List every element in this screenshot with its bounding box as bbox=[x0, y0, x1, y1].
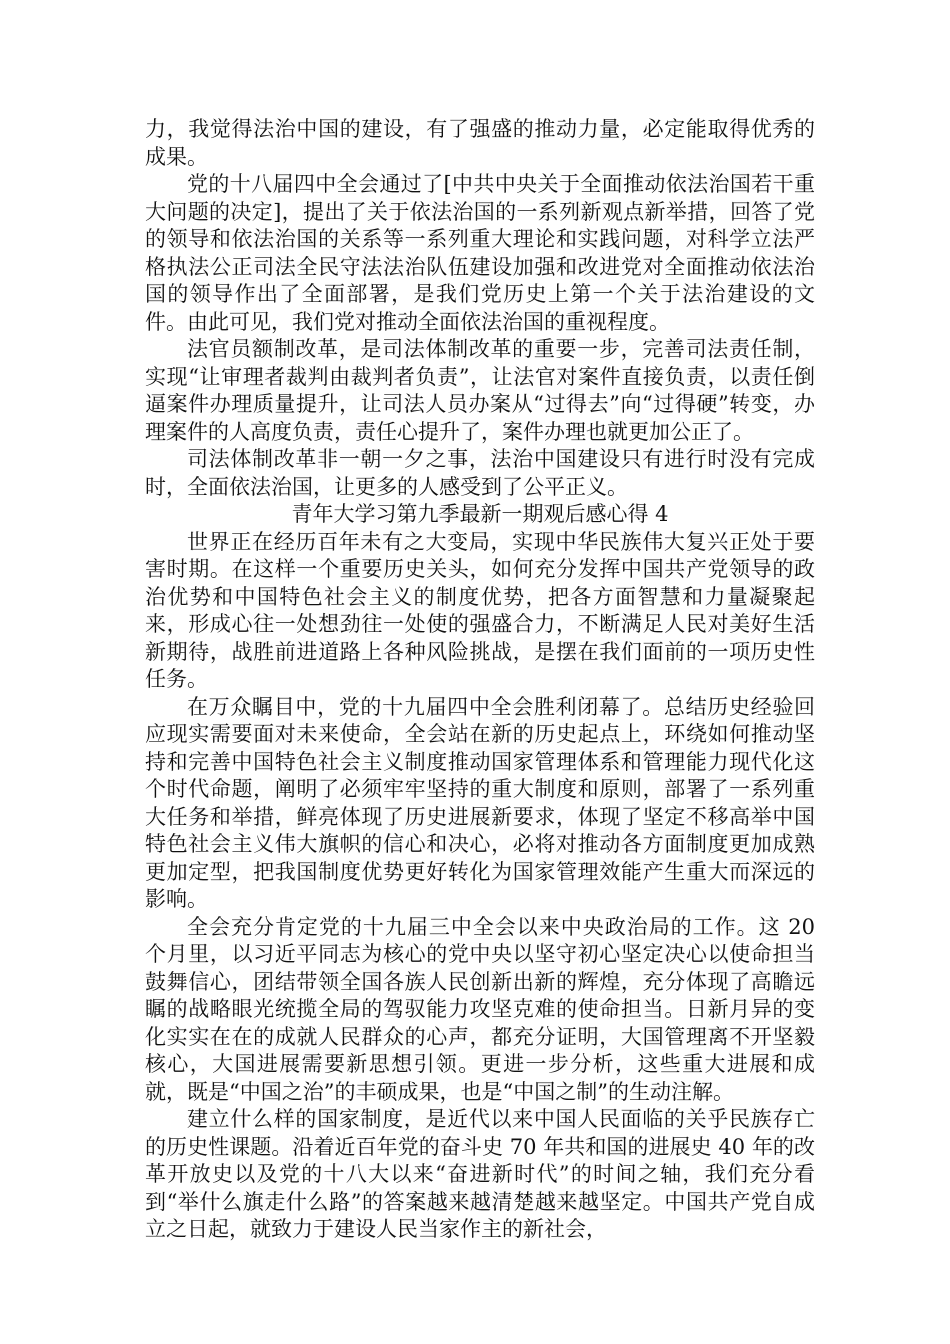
paragraph: 党的十八届四中全会通过了[中共中央关于全面推动依法治国若干重大问题的决定]，提出了关于依法治国的一系列新观点新举措，回答了党的领导和依法治国的关系等一系列重大理论和实践问题，对科学立法严格执法公正司法全民守法法治队伍建设加强和改进党对全面推动依法治国的领导作出了全面部署，是我们党历史上第一个关于法治建设的文件。由此可见，我们党对推动全面依法治国的重视程度。 bbox=[145, 172, 815, 334]
paragraph: 在万众瞩目中，党的十九届四中全会胜利闭幕了。总结历史经验回应现实需要面对未来使命，全会站在新的历史起点上，环绕如何推动坚持和完善中国特色社会主义制度推动国家管理体系和管理能力现代化这个时代命题，阐明了必须牢牢坚持的重大制度和原则，部署了一系列重大任务和举措，鲜亮体现了历史进展新要求，体现了坚定不移高举中国特色社会主义伟大旗帜的信心和决心，必将对推动各方面制度更加成熟更加定型，把我国制度优势更好转化为国家管理效能产生重大而深远的影响。 bbox=[145, 694, 815, 911]
paragraph: 全会充分肯定党的十九届三中全会以来中央政治局的工作。这 20 个月里，以习近平同志为核心的党中央以坚守初心坚定决心以使命担当鼓舞信心，团结带领全国各族人民创新出新的辉煌，充分体现了高瞻远瞩的战略眼光统揽全局的驾驭能力攻坚克难的使命担当。日新月异的变化实实在在的成就人民群众的心声，都充分证明，大国管理离不开坚毅核心，大国进展需要新思想引领。更进一步分析，这些重大进展和成就，既是“中国之治”的丰硕成果，也是“中国之制”的生动注解。 bbox=[145, 914, 815, 1104]
paragraph: 力，我觉得法治中国的建设，有了强盛的推动力量，必定能取得优秀的成果。 bbox=[145, 117, 815, 169]
paragraph: 法官员额制改革，是司法体制改革的重要一步，完善司法责任制，实现“让审理者裁判由裁判者负责”，让法官对案件直接负责，以责任倒逼案件办理质量提升，让司法人员办案从“过得去”向“过得硬”转变，办理案件的人高度负责，责任心提升了，案件办理也就更加公正了。 bbox=[145, 337, 815, 444]
document-page bbox=[145, 116, 815, 1244]
section-title: 青年大学习第九季最新一期观后感心得 4 bbox=[291, 502, 669, 526]
paragraph: 司法体制改革非一朝一夕之事，法治中国建设只有进行时没有完成时，全面依法治国，让更多的人感受到了公平正义。 bbox=[145, 447, 815, 499]
paragraph: 世界正在经历百年未有之大变局，实现中华民族伟大复兴正处于要害时期。在这样一个重要历史关头，如何充分发挥中国共产党领导的政治优势和中国特色社会主义的制度优势，把各方面智慧和力量凝聚起来，形成心往一处想劲往一处使的强盛合力，不断满足人民对美好生活新期待，战胜前进道路上各种风险挑战，是摆在我们面前的一项历史性任务。 bbox=[145, 529, 815, 691]
paragraph: 建立什么样的国家制度，是近代以来中国人民面临的关乎民族存亡的历史性课题。沿着近百年党的奋斗史 70 年共和国的进展史 40 年的改革开放史以及党的十八大以来“奋进新时代”的时间之轴，我们充分看到“举什么旗走什么路”的答案越来越清楚越来越坚定。中国共产党自成立之日起，就致力于建设人民当家作主的新社会， bbox=[145, 1107, 815, 1241]
